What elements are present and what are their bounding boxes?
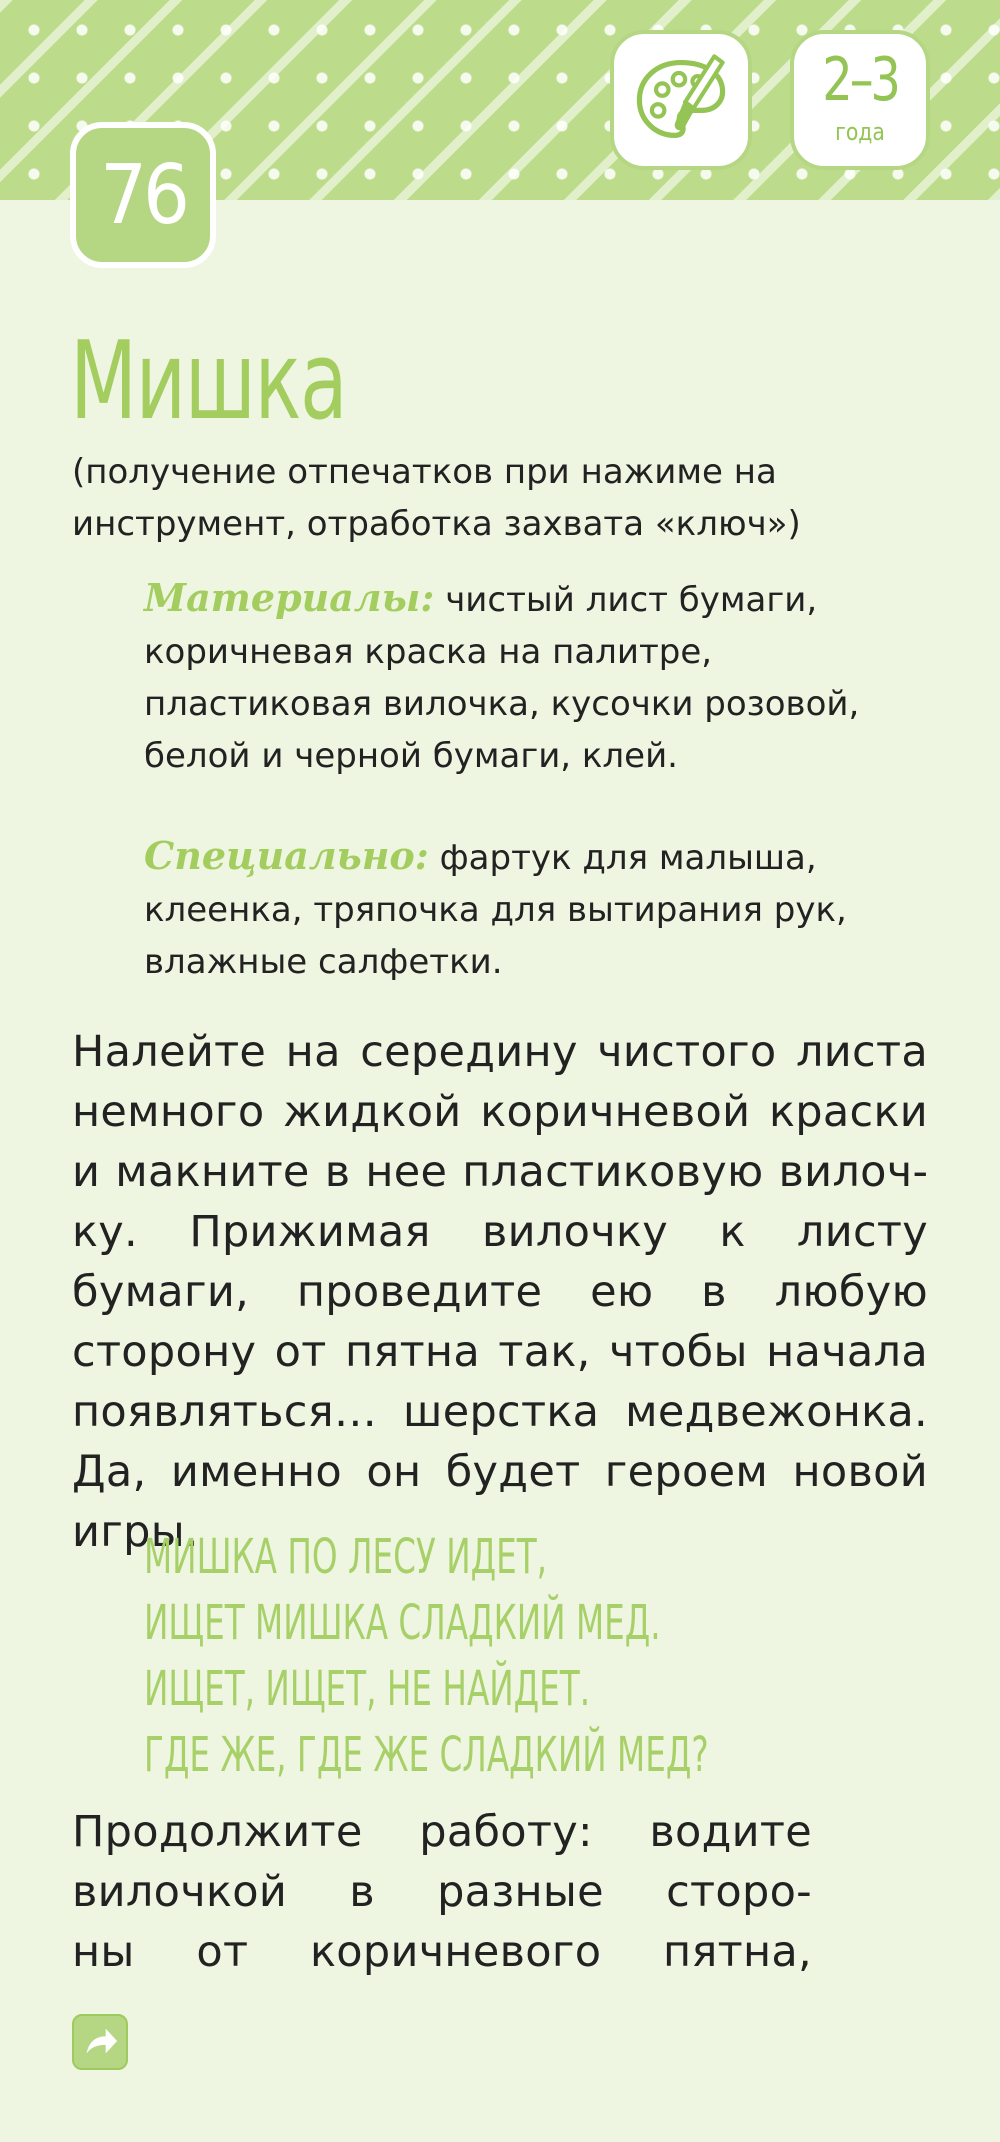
- subtitle: (получение отпечатков при нажиме на инструмент, отработка захвата «ключ»): [72, 452, 801, 544]
- page-number: 76: [100, 147, 186, 243]
- poem-line: МИШКА ПО ЛЕСУ ИДЕТ,: [144, 1529, 548, 1585]
- special-text: фартук для малыша, клеенка, тряпочка для вытирания рук, влажные салфетки.: [144, 838, 847, 982]
- materials-text: чистый лист бумаги, коричневая краска на палитре, пластиковая вилочка, кусочки розовой, белой и черной бумаги, клей.: [144, 580, 860, 776]
- activity-type-badge: [610, 30, 752, 170]
- materials-block: [144, 572, 924, 782]
- age-unit: года: [835, 118, 885, 146]
- poem-line: ИЩЕТ МИШКА СЛАДКИЙ МЕД.: [144, 1595, 661, 1651]
- age-badge: [790, 30, 930, 170]
- poem-line: ИЩЕТ, ИЩЕТ, НЕ НАЙДЕТ.: [144, 1661, 591, 1717]
- continuation-paragraph: [72, 1802, 812, 1982]
- poem-line: ГДЕ ЖЕ, ГДЕ ЖЕ СЛАДКИЙ МЕД?: [144, 1727, 709, 1783]
- continuation-line: ны от коричневого пятна,: [72, 1927, 812, 1977]
- continuation-line: Продолжите работу: водите: [72, 1807, 812, 1857]
- materials-label: Материалы:: [144, 575, 435, 620]
- instructions-paragraph: Налейте на середину чистого листа немного жидкой коричневой краски и макните в нее пластиковую вилочку. Прижимая вилочку к листу бумаги, проведите ею в любую сторону от пятна так, чтобы начала появляться… шерстка медвежонка. Да, именно он будет героем новой игры.: [72, 1027, 928, 1557]
- special-block: [144, 830, 924, 988]
- special-label: Специально:: [144, 833, 429, 878]
- page-number-badge: [70, 122, 216, 268]
- age-range: 2–3: [822, 45, 898, 115]
- arrow-forward-icon: [81, 2023, 119, 2061]
- continuation-line: вилочкой в разные сторо-: [72, 1867, 812, 1917]
- poem: [144, 1524, 709, 1788]
- page-title: Мишка: [70, 319, 347, 444]
- next-page-button[interactable]: [72, 2014, 128, 2070]
- palette-brush-icon: [629, 48, 733, 152]
